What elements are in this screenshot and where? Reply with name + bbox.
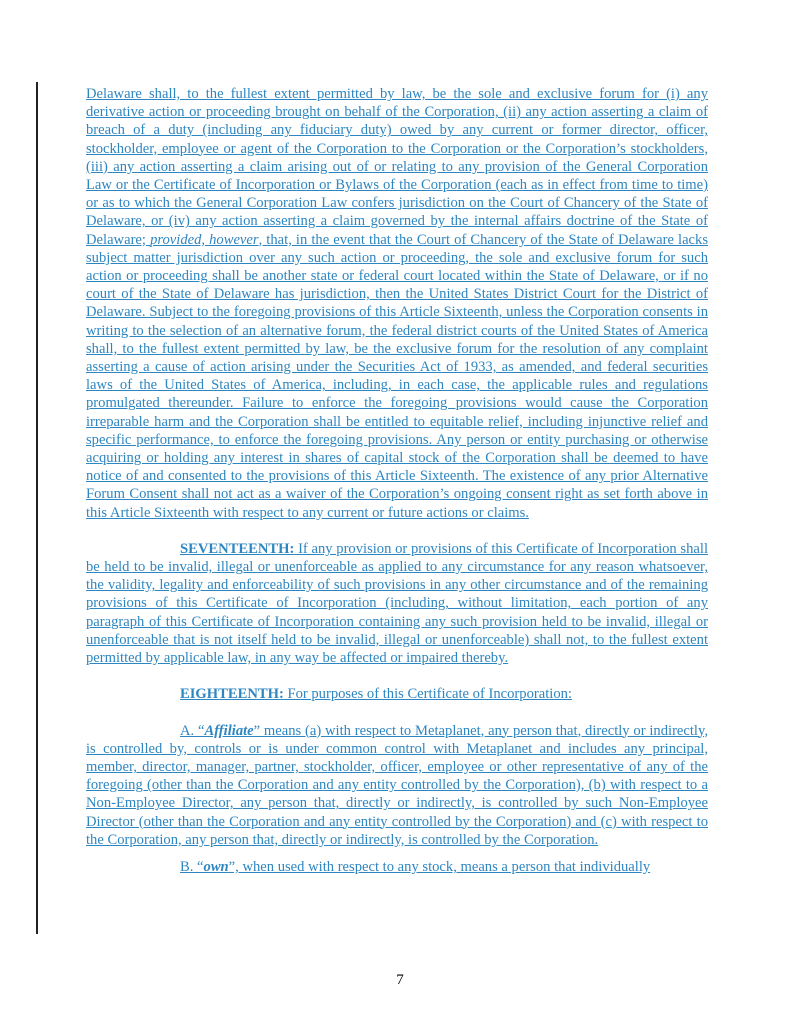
paragraph-text: For purposes of this Certificate of Incorporation: [283, 686, 572, 703]
document-body [86, 85, 708, 876]
paragraph-seventeenth [86, 540, 708, 667]
italic-phrase: provided, however [150, 231, 259, 248]
definition-prefix: A. “ [180, 722, 205, 739]
paragraph-forum-selection [86, 85, 708, 522]
definition-text: ” means (a) with respect to Metaplanet, any person that, directly or indirectly, is controlled by, controls or is under common control with Metaplanet and includes any principal, member, director, manager, partner, stockholder, officer, employee or other representative of any of the foregoing (other than the Corporation and any entity controlled by the Corporation), (b) with respect to a Non-Employee Director, any person that, directly or indirectly, is controlled by such Non-Employee Director (other than the Corporation and any entity controlled by the Corporation) and (c) with respect to the Corporation, any person that, directly or indirectly, is controlled by the Corporation. [86, 722, 708, 848]
defined-term: Affiliate [204, 722, 254, 739]
article-heading: SEVENTEENTH: [180, 540, 295, 557]
paragraph-eighteenth [86, 685, 708, 703]
definition-affiliate [86, 722, 708, 849]
paragraph-text: , that, in the event that the Court of Chancery of the State of Delaware lacks subject matter jurisdiction over any such action or proceeding, the sole and exclusive forum for such action or proceeding shall be another state or federal court located within the State of Delaware, or if no court of the State of Delaware has jurisdiction, then the United States District Court for the District of Delaware. Subject to the foregoing provisions of this Article Sixteenth, unless the Corporation consents in writing to the selection of an alternative forum, the federal district courts of the United States of America shall, to the fullest extent permitted by law, be the exclusive forum for the resolution of any complaint asserting a cause of action arising under the Securities Act of 1933, as amended, and federal securities laws of the United States of America, including, in each case, the applicable rules and regulations promulgated thereunder. Failure to enforce the foregoing provisions would cause the Corporation irreparable harm and the Corporation shall be entitled to equitable relief, including injunctive relief and specific performance, to enforce the foregoing provisions. Any person or entity purchasing or otherwise acquiring or holding any interest in shares of capital stock of the Corporation shall be deemed to have notice of and consented to the provisions of this Article Sixteenth. The existence of any prior Alternative Forum Consent shall not act as a waiver of the Corporation’s ongoing consent right as set forth above in this Article Sixteenth with respect to any current or future actions or claims. [86, 231, 709, 521]
paragraph-text: Delaware shall, to the fullest extent permitted by law, be the sole and exclusive forum for (i) any derivative action or proceeding brought on behalf of the Corporation, (ii) any action asserting a claim of breach of a duty (including any fiduciary duty) owed by any current or former director, officer, stockholder, employee or agent of the Corporation to the Corporation or the Corporation’s stockholders, (iii) any action asserting a claim arising out of or relating to any provision of the General Corporation Law or the Certificate of Incorporation or Bylaws of the Corporation (each as in effect from time to time) or as to which the General Corporation Law confers jurisdiction on the Court of Chancery of the State of Delaware, or (iv) any action asserting a claim governed by the internal affairs doctrine of the State of Delaware; [86, 86, 708, 248]
defined-term: own [203, 858, 229, 875]
page-number: 7 [396, 972, 404, 988]
article-heading: EIGHTEENTH: [180, 686, 284, 703]
paragraph-text: If any provision or provisions of this Certificate of Incorporation shall be held to be invalid, illegal or unenforceable as applied to any circumstance for any reason whatsoever, the validity, legality and enforceability of such provisions in any other circumstance and of the remaining provisions of this Certificate of Incorporation (including, without limitation, each portion of any paragraph of this Certificate of Incorporation containing any such provision held to be invalid, illegal or unenforceable that is not itself held to be invalid, illegal or unenforceable) shall not, to the fullest extent permitted by applicable law, in any way be affected or impaired thereby. [86, 540, 708, 667]
definition-own [86, 858, 708, 876]
revision-change-bar [36, 82, 38, 934]
definition-text: ”, when used with respect to any stock, means a person that individually [228, 858, 651, 875]
definition-prefix: B. “ [180, 858, 204, 875]
